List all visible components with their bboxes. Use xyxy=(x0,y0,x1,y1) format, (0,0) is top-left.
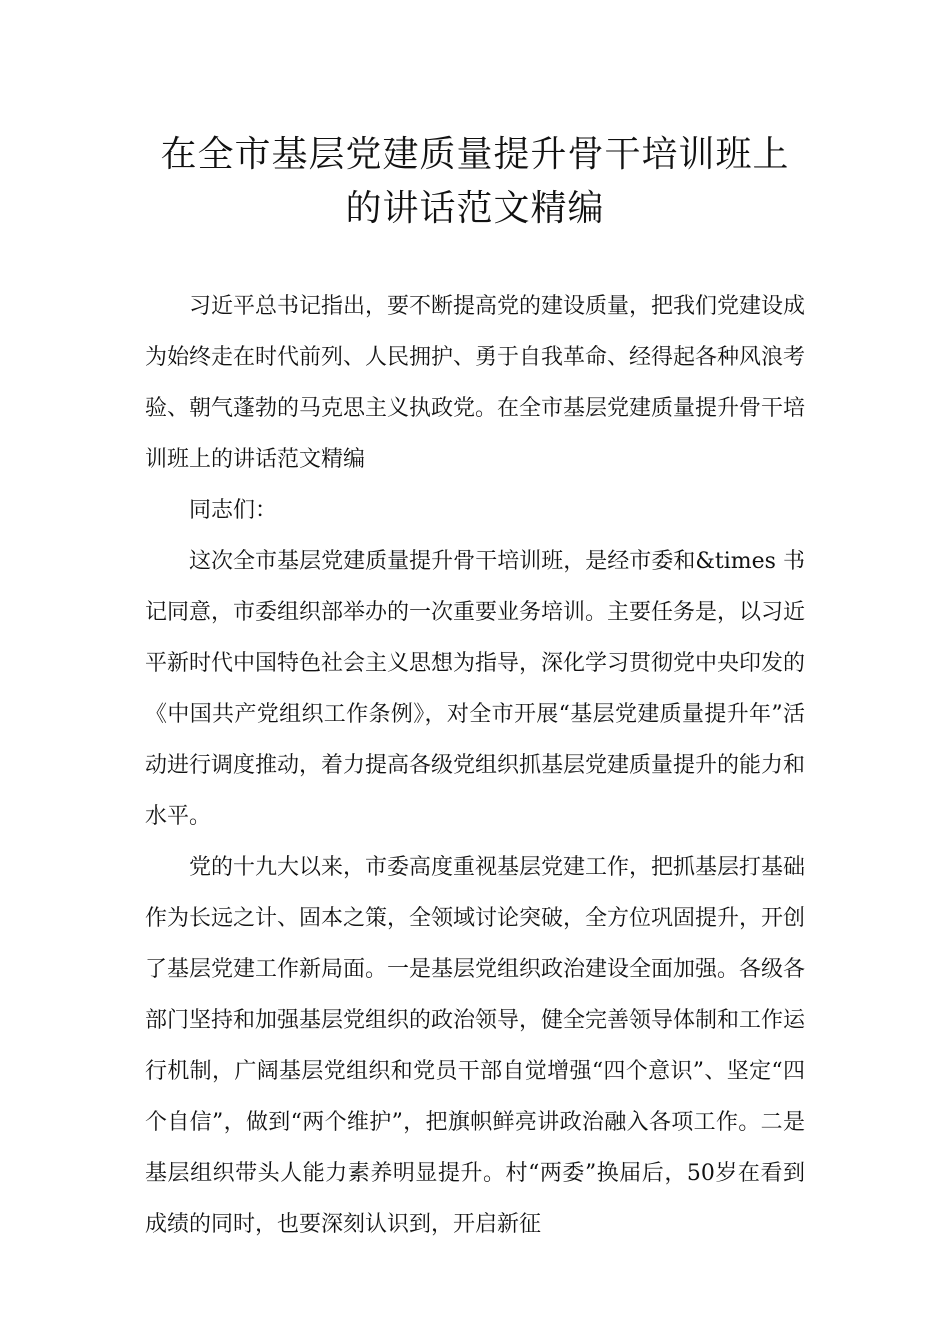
paragraph-intro: 习近平总书记指出，要不断提高党的建设质量，把我们党建设成为始终走在时代前列、人民拥护、勇于自我革命、经得起各种风浪考验、朝气蓬勃的马克思主义执政党。在全市基层党建质量提升骨干培训班上的讲话范文精编 xyxy=(145,294,806,472)
title-line-1: 在全市基层党建质量提升骨干培训班上 xyxy=(160,134,790,175)
paragraph-training-purpose: 这次全市基层党建质量提升骨干培训班，是经市委和&times 书记同意，市委组织部举办的一次重要业务培训。主要任务是，以习近平新时代中国特色社会主义思想为指导，深化学习贯彻党中央印发的《中国共产党组织工作条例》，对全市开展“基层党建质量提升年”活动进行调度推动，着力提高各级党组织抓基层党建质量提升的能力和水平。 xyxy=(145,549,806,829)
document-body xyxy=(145,281,805,1250)
title-line-2: 的讲话范文精编 xyxy=(345,188,605,229)
document-title xyxy=(120,128,830,236)
paragraph-salutation: 同志们： xyxy=(189,498,278,523)
paragraph-achievements: 党的十九大以来，市委高度重视基层党建工作，把抓基层打基础作为长远之计、固本之策，全领域讨论突破，全方位巩固提升，开创了基层党建工作新局面。一是基层党组织政治建设全面加强。各级各部门坚持和加强基层党组织的政治领导，健全完善领导体制和工作运行机制，广阔基层党组织和党员干部自觉增强“四个意识”、坚定“四个自信”，做到“两个维护”，把旗帜鲜亮讲政治融入各项工作。二是基层组织带头人能力素养明显提升。村“两委”换届后，50岁在看到成绩的同时，也要深刻认识到，开启新征 xyxy=(145,855,806,1237)
